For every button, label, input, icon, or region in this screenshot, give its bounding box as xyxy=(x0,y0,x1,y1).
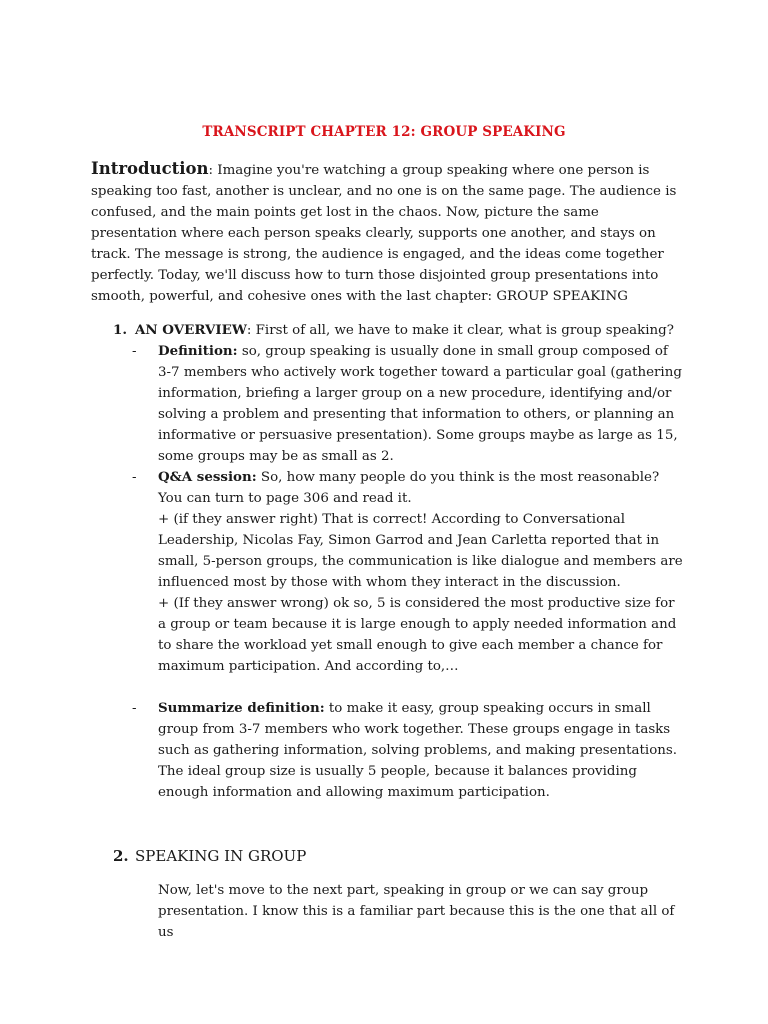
bullet-text: to make it easy, group speaking occurs in small group from 3-7 members who work together. These groups engage in tasks such as gathering information, solving problems, and making presentations. The ideal group size is usually 5 people, because it balances providing enough information and allowing maximum participation. xyxy=(158,701,678,800)
section-2-heading-line xyxy=(113,846,683,867)
answer-right-text: + (if they answer right) That is correct! According to Conversational Leadership, Nicolas Fay, Simon Garrod and Jean Carletta reported that in small, 5-person groups, the communication is like dialogue and members are influenced most by those with whom they interact in the discussion. xyxy=(158,512,683,590)
bullet-dash: - xyxy=(132,470,137,485)
section-1-heading-line xyxy=(113,320,683,341)
introduction-paragraph xyxy=(91,158,679,307)
bullet-text: So, how many people do you think is the most reasonable? You can turn to page 306 and read it. xyxy=(158,470,660,506)
bullet-text: so, group speaking is usually done in small group composed of 3-7 members who actively work together toward a particular goal (gathering information, briefing a larger group on a new procedure, identifying and/or solving a problem and presenting that information to others, or planning an informative or persuasive presentation). Some groups maybe as large as 15, some groups may be as small as 2. xyxy=(158,344,682,464)
section-2-number: 2. xyxy=(113,847,129,865)
bullet-dash: - xyxy=(132,344,137,359)
bullet-label: Summarize definition: xyxy=(158,700,325,716)
section-2-paragraph: Now, let's move to the next part, speaking in group or we can say group presentation. I know this is a familiar part because this is the one that all of us xyxy=(158,883,675,940)
section-1-text: : First of all, we have to make it clear, what is group speaking? xyxy=(246,323,674,338)
document-title: TRANSCRIPT CHAPTER 12: GROUP SPEAKING xyxy=(202,124,566,140)
introduction-heading: Introduction xyxy=(91,159,209,178)
section-1-heading: AN OVERVIEW xyxy=(135,322,247,338)
bullet-definition xyxy=(132,341,683,467)
bullet-label: Q&A session: xyxy=(158,469,257,485)
bullet-label: Definition: xyxy=(158,343,238,359)
section-2-heading: SPEAKING IN GROUP xyxy=(135,847,307,865)
answer-wrong-text: + (If they answer wrong) ok so, 5 is considered the most productive size for a group or team because it is large enough to apply needed information and to share the workload yet small enough to give each member a chance for maximum participation. And according to,… xyxy=(158,596,677,674)
bullet-qa-session xyxy=(132,467,683,677)
bullet-summarize-definition xyxy=(132,698,683,803)
section-1-number: 1. xyxy=(113,322,127,338)
bullet-dash: - xyxy=(132,701,137,716)
introduction-text: : Imagine you're watching a group speaking where one person is speaking too fast, another is unclear, and no one is on the same page. The audience is confused, and the main points get lost in the chaos. Now, picture the same presentation where each person speaks clearly, supports one another, and stays on track. The message is strong, the audience is engaged, and the ideas come together perfectly. Today, we'll discuss how to turn those disjointed group presentations into smooth, powerful, and cohesive ones with the last chapter: GROUP SPEAKING xyxy=(91,163,677,304)
